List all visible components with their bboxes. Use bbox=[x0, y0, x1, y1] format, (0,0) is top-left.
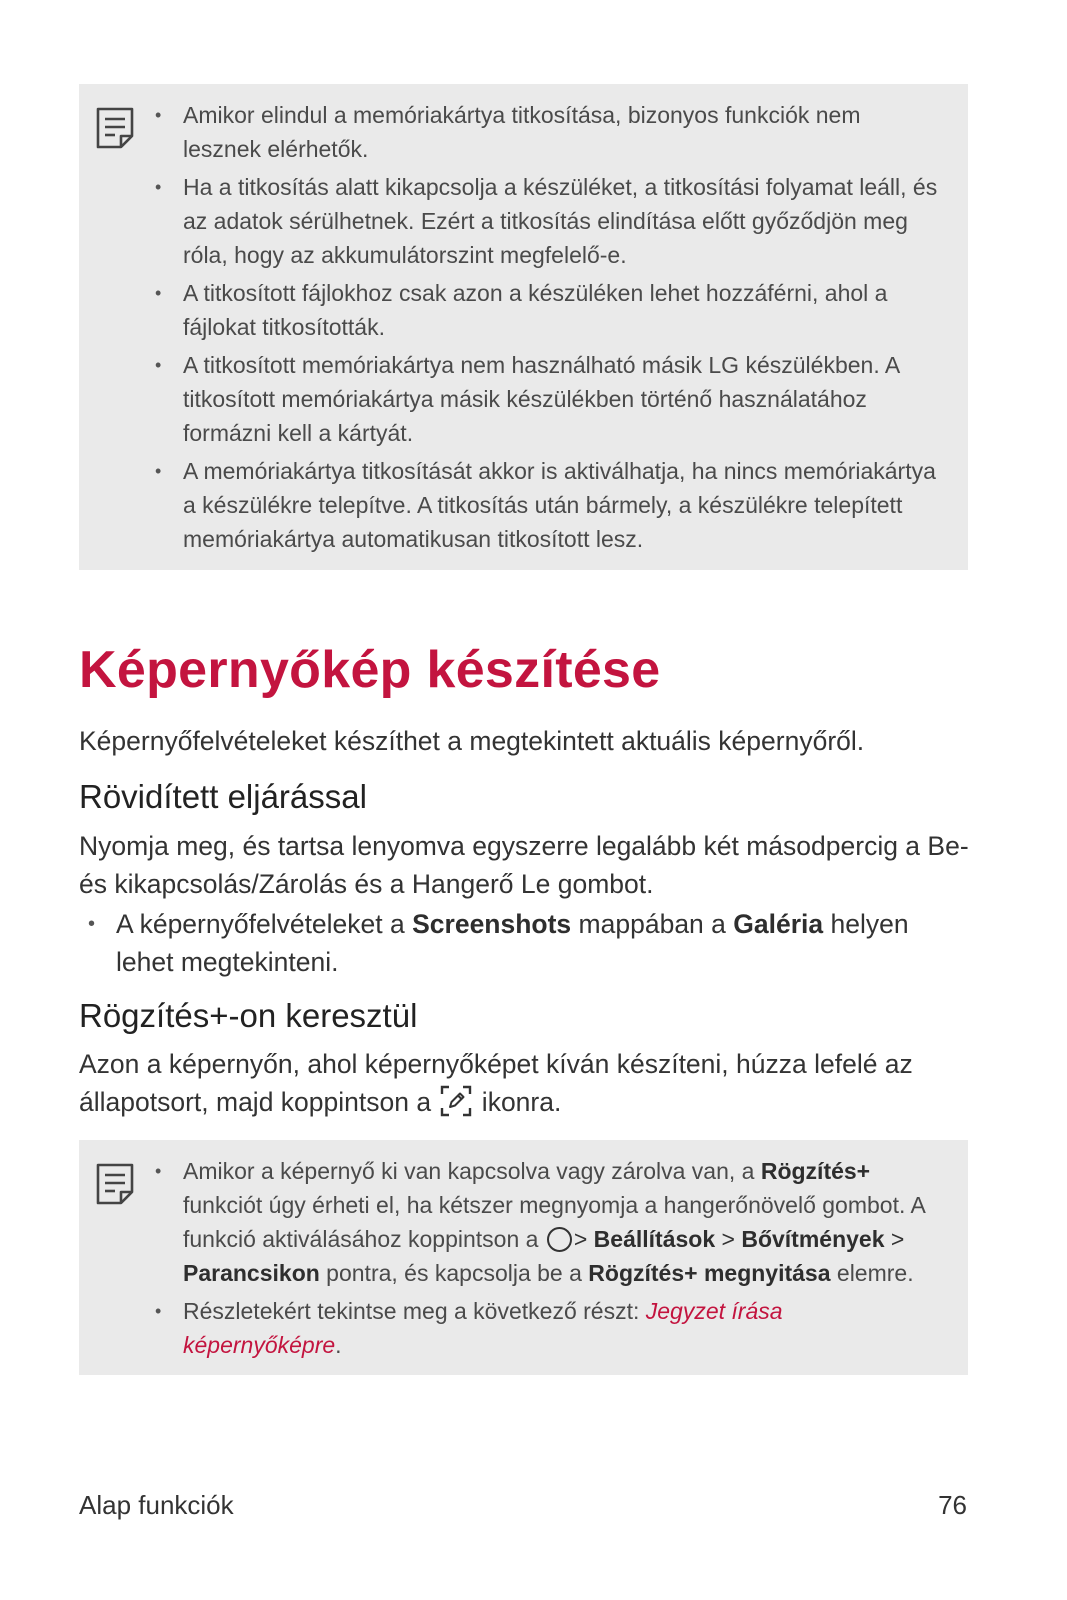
home-circle-icon bbox=[546, 1226, 573, 1253]
extensions-label: Bővítmények bbox=[741, 1226, 885, 1252]
text-span: helyen lehet megtekinteni. bbox=[116, 909, 909, 977]
capture-plus-label: Rögzítés+ bbox=[760, 1158, 871, 1184]
text-span: Részletekért tekintse meg a következő részt: bbox=[183, 1298, 646, 1324]
note-item: • Ha a titkosítás alatt kikapcsolja a készüléket, a titkosítási folyamat leáll, és az adatok sérülhetnek. Ezért a titkosítás elindítása előtt győződjön meg róla, hogy az akkumulátorszint megfelelő-e. bbox=[183, 170, 940, 272]
shortcut-label: Parancsikon bbox=[183, 1260, 320, 1286]
text-span: mappában a bbox=[571, 909, 734, 939]
page-number: 76 bbox=[938, 1490, 967, 1520]
text-span: pontra, és kapcsolja be a bbox=[319, 1260, 589, 1286]
settings-label: Beállítások bbox=[593, 1226, 716, 1252]
text-span: A képernyőfelvételeket a bbox=[116, 909, 413, 939]
text-span: . bbox=[335, 1332, 342, 1358]
open-capture-plus-label: Rögzítés+ megnyitása bbox=[588, 1260, 831, 1286]
note-item: • A titkosított memóriakártya nem használható másik LG készülékben. A titkosított memóriakártya másik készülékben történő használatához formázni kell a kártyát. bbox=[183, 348, 940, 450]
note-box-encryption bbox=[79, 84, 968, 570]
screenshots-folder-label: Screenshots bbox=[412, 909, 572, 939]
note-item bbox=[183, 1294, 940, 1362]
note-item bbox=[183, 1154, 940, 1290]
chevron-right-icon: > bbox=[721, 1226, 735, 1252]
text-span: ikonra. bbox=[474, 1087, 562, 1117]
note-icon bbox=[95, 106, 135, 150]
text-span: funkciót úgy érheti el, ha kétszer megnyomja a hangerőnövelő gombot. A funkció aktiválásához koppintson a bbox=[183, 1192, 925, 1252]
capture-plus-icon bbox=[440, 1085, 472, 1117]
capture-instructions bbox=[79, 1045, 969, 1121]
note-list bbox=[183, 98, 940, 560]
text-span: Azon a képernyőn, ahol képernyőképet kíván készíteni, húzza lefelé az állapotsort, majd koppintson a bbox=[79, 1049, 913, 1117]
shortcut-bullet bbox=[116, 905, 966, 981]
gallery-app-label: Galéria bbox=[733, 909, 824, 939]
note-item: • A titkosított fájlokhoz csak azon a készüléken lehet hozzáférni, ahol a fájlokat titkosították. bbox=[183, 276, 940, 344]
subheading-shortcut: Rövidített eljárással bbox=[79, 778, 367, 815]
note-icon bbox=[95, 1162, 135, 1206]
footer-section-name: Alap funkciók bbox=[79, 1490, 234, 1520]
chevron-right-icon: > bbox=[890, 1226, 905, 1252]
page-title: Képernyőkép készítése bbox=[79, 641, 661, 699]
note-list bbox=[183, 1154, 940, 1366]
note-item: • Amikor elindul a memóriakártya titkosítása, bizonyos funkciók nem lesznek elérhetők. bbox=[183, 98, 940, 166]
note-item: • A memóriakártya titkosítását akkor is aktiválhatja, ha nincs memóriakártya a készülékre telepítve. A titkosítás után bármely, a készülékre telepített memóriakártya automatikusan titkosított lesz. bbox=[183, 454, 940, 556]
section-intro: Képernyőfelvételeket készíthet a megtekintett aktuális képernyőről. bbox=[79, 726, 865, 756]
shortcut-instructions: Nyomja meg, és tartsa lenyomva egyszerre legalább két másodpercig a Be- és kikapcsolás/Zárolás és a Hangerő Le gombot. bbox=[79, 831, 969, 899]
chevron-right-icon: > bbox=[573, 1226, 588, 1252]
text-span: Amikor a képernyő ki van kapcsolva vagy zárolva van, a bbox=[183, 1158, 761, 1184]
cross-reference-link[interactable]: Jegyzet írása képernyőképre bbox=[183, 1298, 783, 1358]
subheading-capture-plus: Rögzítés+-on keresztül bbox=[79, 997, 418, 1034]
note-box-capture-plus bbox=[79, 1140, 968, 1375]
text-span: elemre. bbox=[830, 1260, 914, 1286]
